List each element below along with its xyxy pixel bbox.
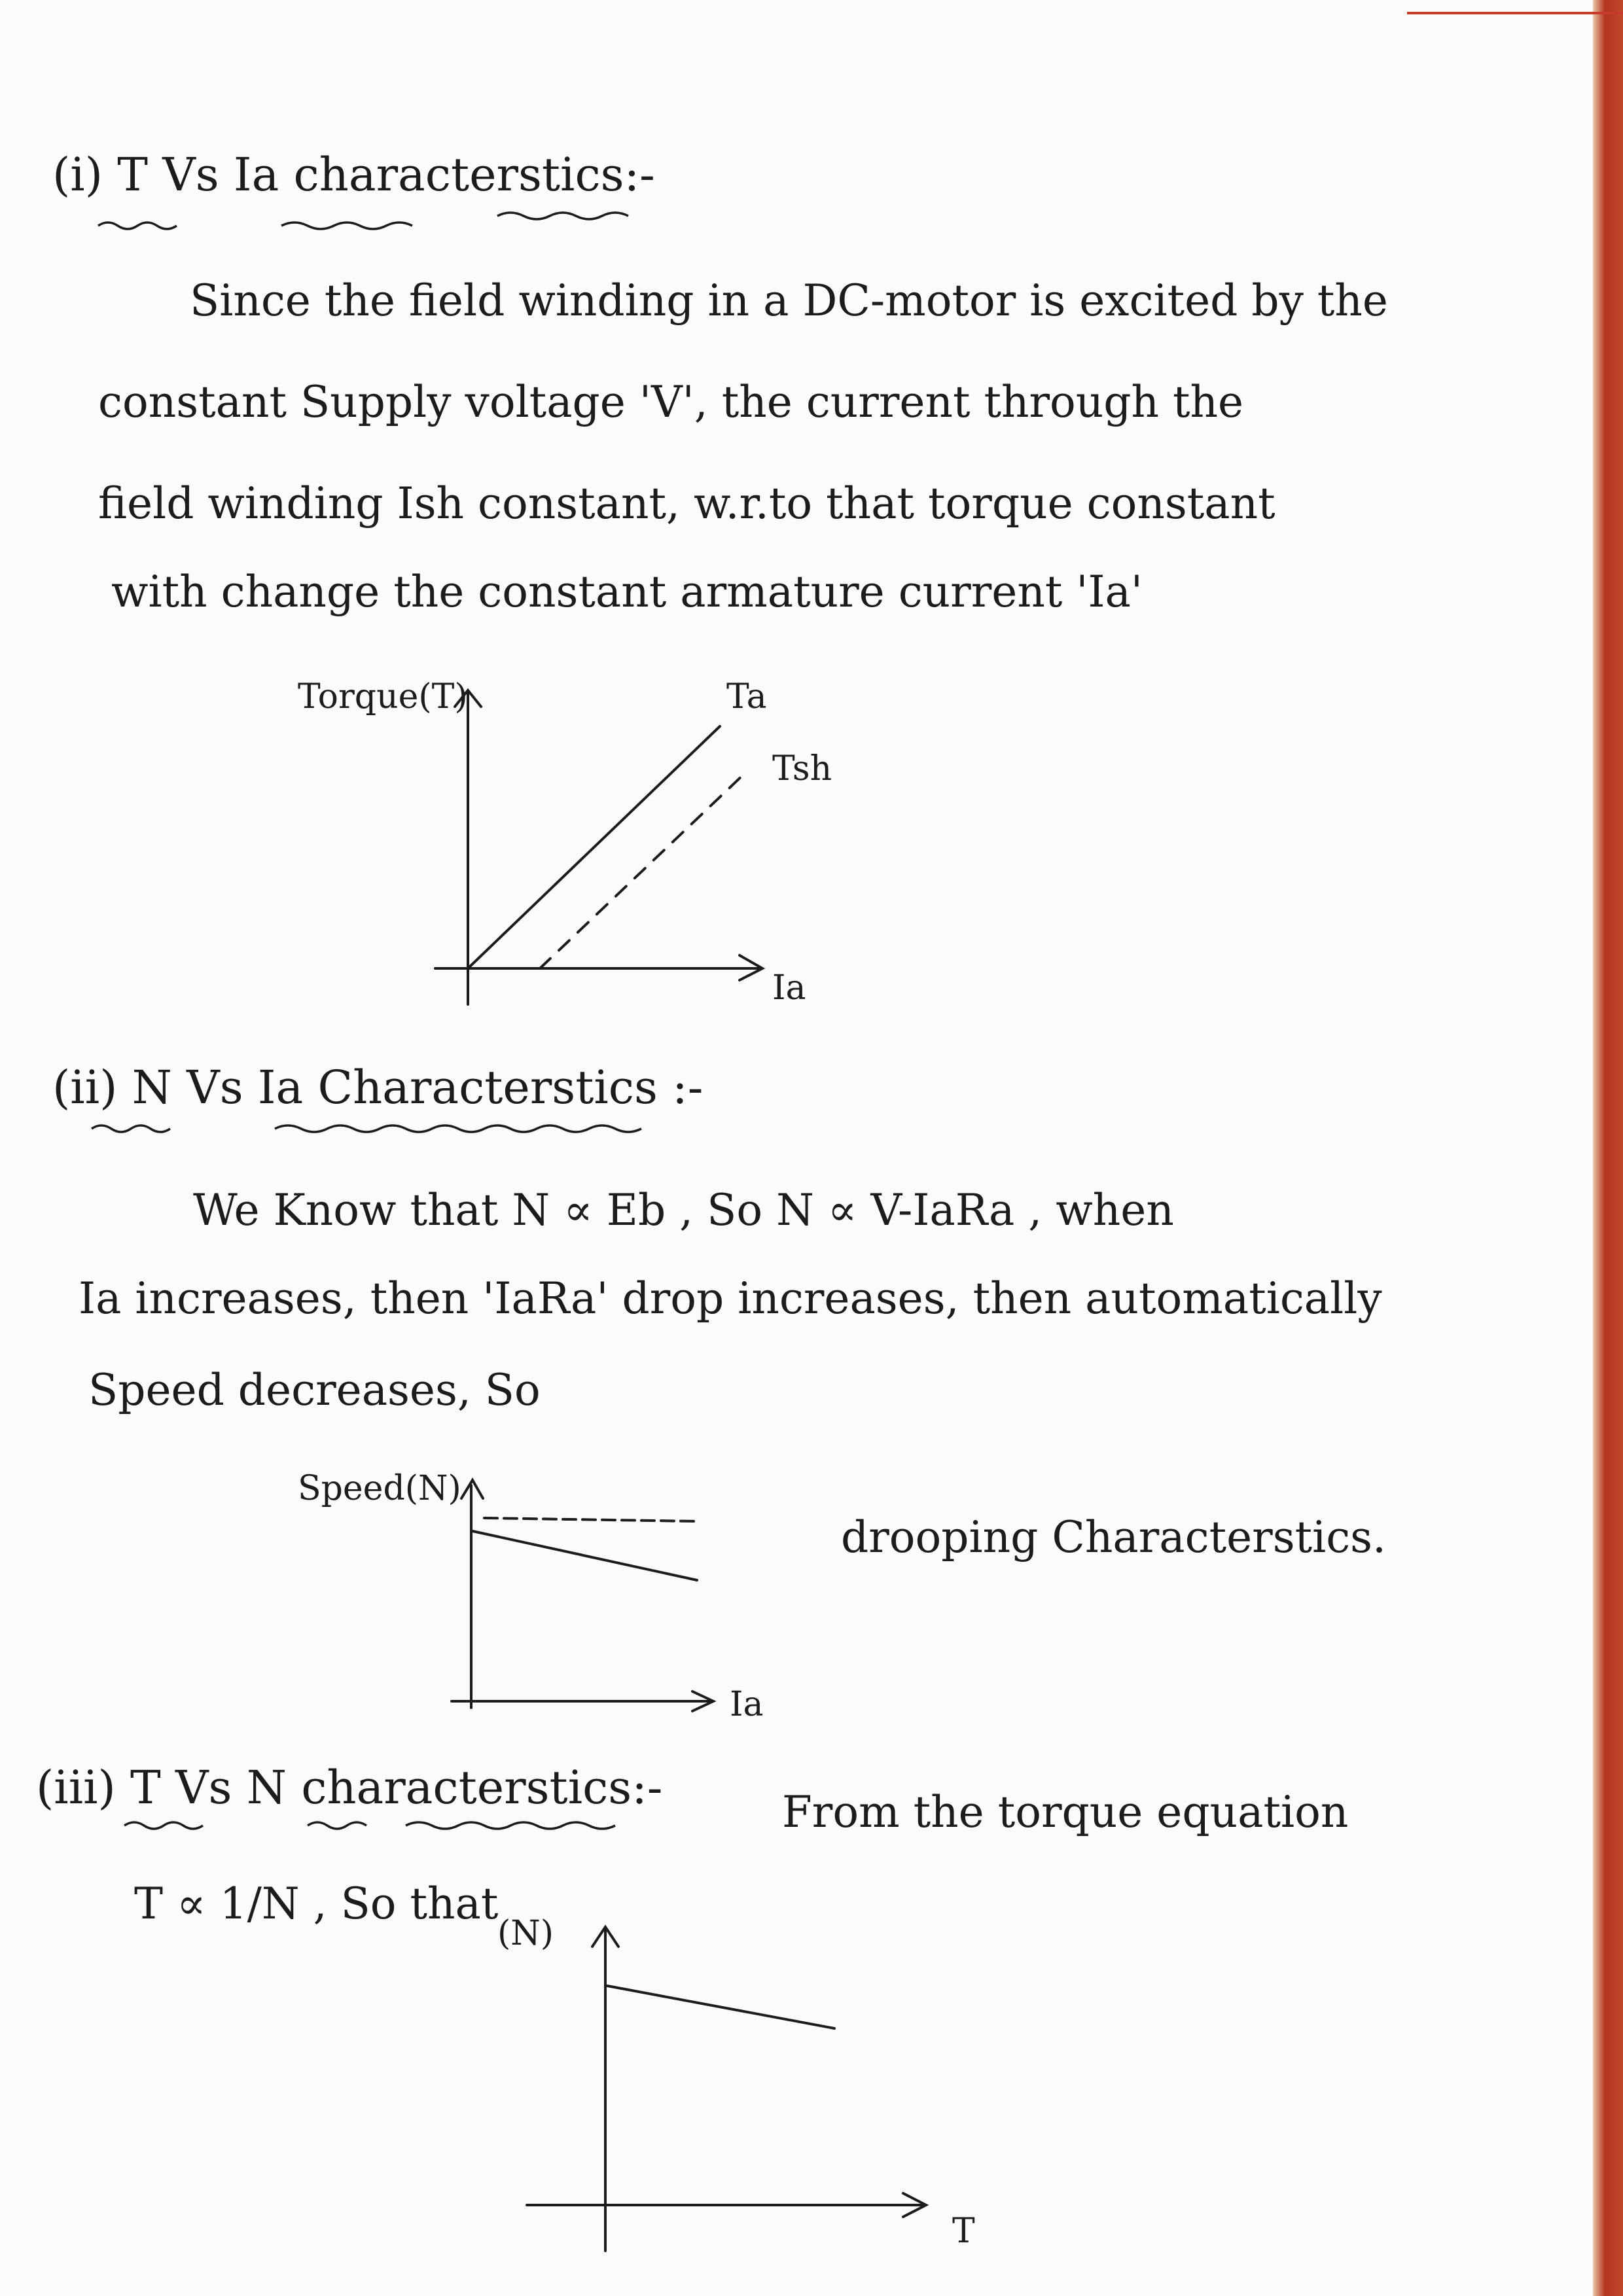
section1-line-3: field winding Ish constant, w.r.to that torque constant xyxy=(98,478,1275,529)
graph3-x-label: T xyxy=(952,2212,975,2251)
graph2 xyxy=(452,1480,713,1711)
section1-underline xyxy=(98,213,628,229)
section3-intro: From the torque equation xyxy=(782,1787,1349,1837)
section1-line-2: constant Supply voltage 'V', the current through the xyxy=(98,377,1244,427)
section3-underline xyxy=(124,1822,615,1829)
section2-line-1: We Know that N ∝ Eb , So N ∝ V-IaRa , when xyxy=(193,1185,1174,1235)
graph2-no-load-line xyxy=(484,1518,697,1521)
section1-line-1: Since the field winding in a DC-motor is excited by the xyxy=(190,275,1388,326)
graph3-y-label: (N) xyxy=(497,1914,554,1953)
section1-heading: (i) T Vs Ia characterstics:- xyxy=(52,148,655,202)
graph2-speed-line xyxy=(473,1531,697,1580)
graph3-curve xyxy=(607,1986,834,2028)
section2-line-3: Speed decreases, So xyxy=(88,1365,541,1415)
graph1-series-ta: Ta xyxy=(726,677,767,716)
graph1-series-tsh: Tsh xyxy=(772,749,832,788)
section2-underline xyxy=(92,1125,641,1132)
section2-line-2: Ia increases, then 'IaRa' drop increases, then automatically xyxy=(79,1273,1382,1324)
graph1-ta-line xyxy=(468,726,720,968)
section3-heading: (iii) T Vs N characterstics:- xyxy=(36,1761,663,1814)
graph1 xyxy=(435,690,762,1004)
section2-note: drooping Characterstics. xyxy=(841,1512,1387,1563)
graph2-y-label: Speed(N) xyxy=(298,1469,461,1508)
graph2-x-label: Ia xyxy=(730,1685,764,1724)
graph3 xyxy=(527,1927,926,2251)
section2-heading: (ii) N Vs Ia Characterstics :- xyxy=(52,1061,704,1114)
section1-line-4: with change the constant armature current 'Ia' xyxy=(111,567,1143,617)
graph1-y-label: Torque(T) xyxy=(298,677,468,716)
section3-formula: T ∝ 1/N , So that xyxy=(134,1879,499,1929)
graph1-x-label: Ia xyxy=(772,968,806,1008)
